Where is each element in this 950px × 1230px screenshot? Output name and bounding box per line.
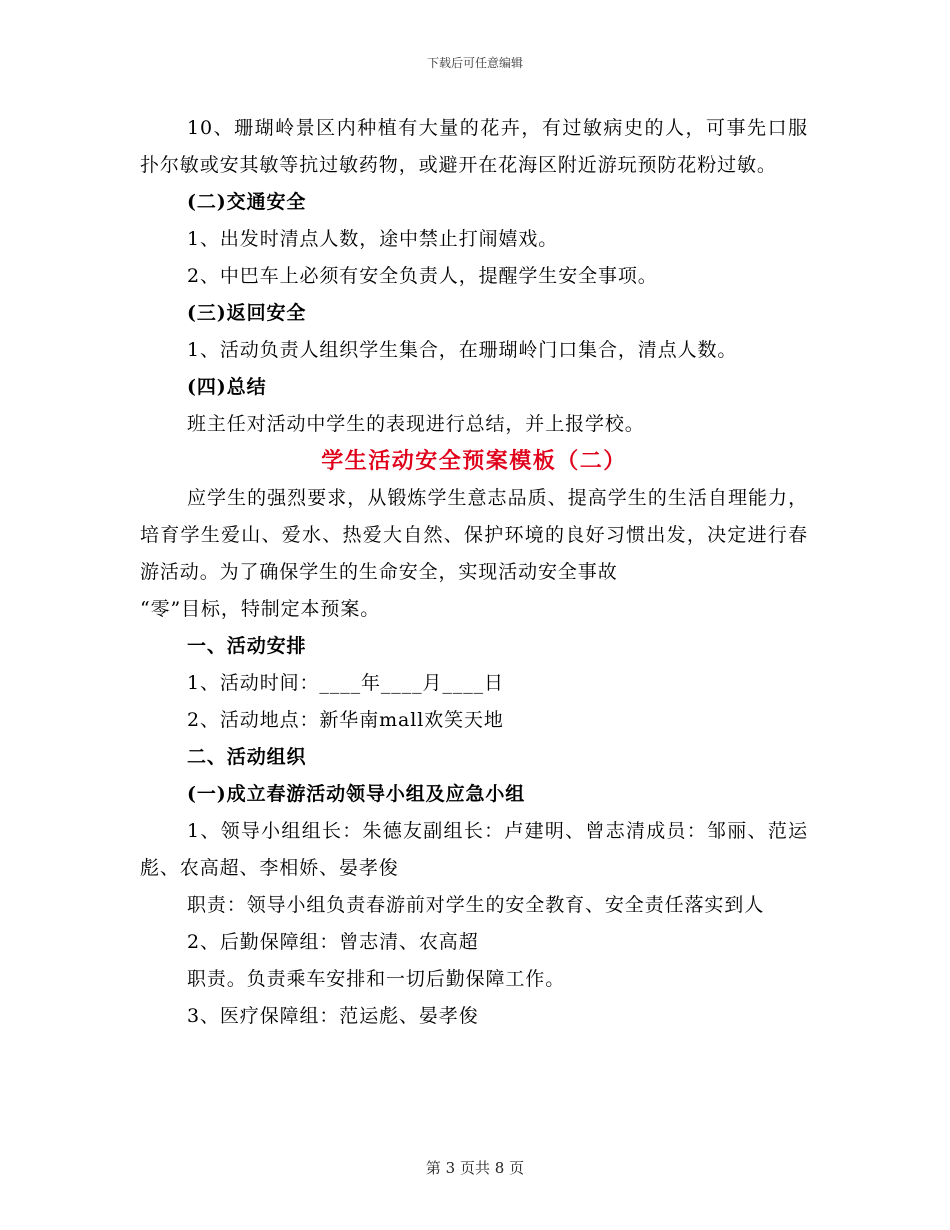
paragraph-intro: 应学生的强烈要求，从锻炼学生意志品质、提高学生的生活自理能力，培育学生爱山、爱水、热爱大自然、保护环境的良好习惯出发，决定进行春游活动。为了确保学生的生命安全，实现活动安全事故	[140, 487, 808, 583]
paragraph-leadership-duty: 职责：领导小组负责春游前对学生的安全教育、安全责任落实到人	[187, 894, 765, 916]
paragraph-logistics-duty: 职责。负责乘车安排和一切后勤保障工作。	[187, 968, 566, 990]
paragraph-headcount: 1、出发时清点人数，途中禁止打闹嬉戏。	[187, 228, 559, 250]
paragraph-leadership-members: 1、领导小组组长：朱德友副组长：卢建明、曾志清成员：邹丽、范运彪、农高超、李相娇、晏孝俊	[140, 820, 808, 879]
paragraph-intro-end: “零”目标，特制定本预案。	[140, 598, 381, 620]
page-header: 下载后可任意编辑	[426, 56, 523, 70]
heading-arrangement: 一、活动安排	[187, 635, 307, 657]
heading-summary: (四)总结	[187, 376, 267, 398]
paragraph-activity-location: 2、活动地点：新华南mall欢笑天地	[187, 709, 504, 731]
section-title: 学生活动安全预案模板（二）	[321, 448, 627, 474]
heading-return-safety: (三)返回安全	[187, 302, 307, 324]
heading-organization: 二、活动组织	[187, 746, 307, 768]
page-footer: 第 3 页共 8 页	[425, 1159, 525, 1177]
heading-traffic-safety: (二)交通安全	[187, 191, 307, 213]
paragraph-bus-safety: 2、中巴车上必须有安全负责人，提醒学生安全事项。	[187, 265, 658, 287]
document-body	[140, 110, 808, 1035]
paragraph-allergy: 10、珊瑚岭景区内种植有大量的花卉，有过敏病史的人，可事先口服扑尔敏或安其敏等抗过敏药物，或避开在花海区附近游玩预防花粉过敏。	[140, 117, 808, 176]
paragraph-summary: 班主任对活动中学生的表现进行总结，并上报学校。	[187, 413, 645, 435]
paragraph-activity-time: 1、活动时间：____年____月____日	[187, 672, 504, 694]
paragraph-assembly: 1、活动负责人组织学生集合，在珊瑚岭门口集合，清点人数。	[187, 339, 738, 361]
heading-leadership-group: (一)成立春游活动领导小组及应急小组	[187, 783, 526, 805]
paragraph-logistics-group: 2、后勤保障组：曾志清、农高超	[187, 931, 479, 953]
paragraph-medical-group: 3、医疗保障组：范运彪、晏孝俊	[187, 1005, 479, 1027]
